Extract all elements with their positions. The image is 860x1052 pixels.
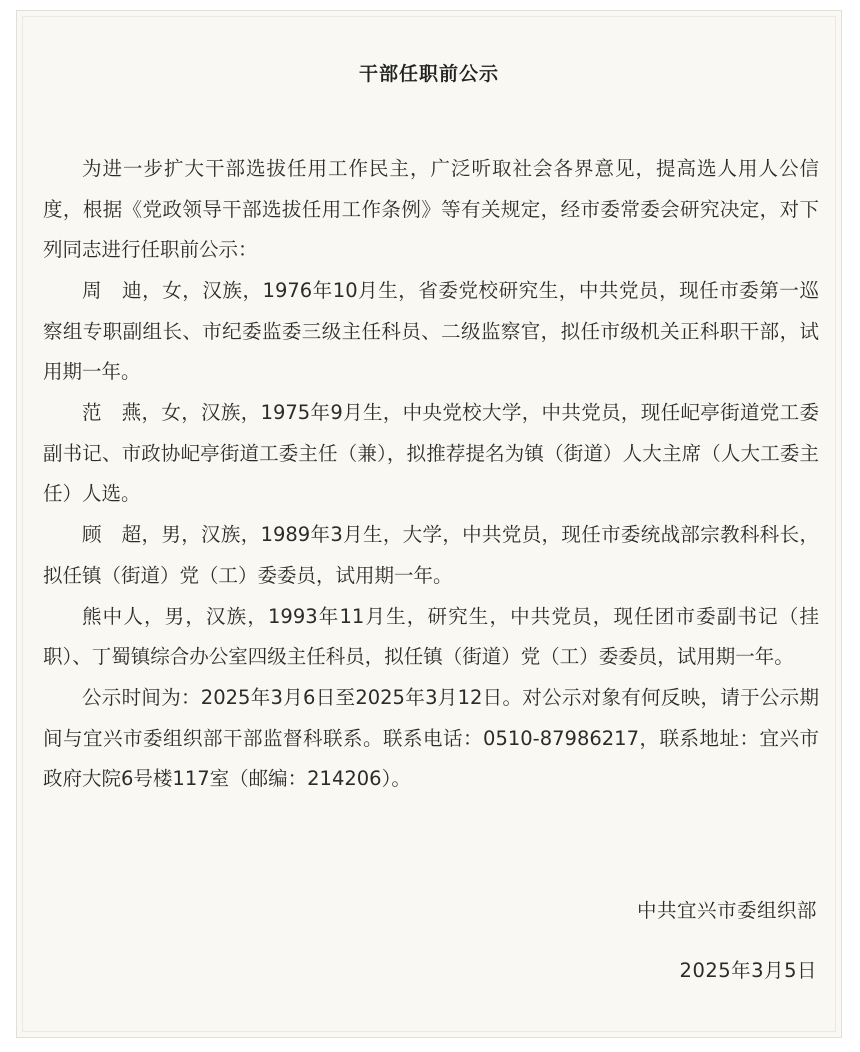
document-body [43,149,819,800]
document-title: 干部任职前公示 [358,63,499,85]
candidate-paragraph-gu-chao: 顾 超，男，汉族，1989年3月生，大学，中共党员，现任市委统战部宗教科科长，拟任镇（街道）党（工）委委员，试用期一年。 [43,523,819,587]
contact-paragraph: 公示时间为：2025年3月6日至2025年3月12日。对公示对象有何反映，请于公示期间与宜兴市委组织部干部监督科联系。联系电话：0510-87986217，联系地址：宜兴市政府大院6号楼117室（邮编：214206）。 [43,686,819,790]
candidate-paragraph-xiong-zhongren: 熊中人，男，汉族，1993年11月生，研究生，中共党员，现任团市委副书记（挂职）、丁蜀镇综合办公室四级主任科员，拟任镇（街道）党（工）委委员，试用期一年。 [43,604,819,668]
signature-organization: 中共宜兴市委组织部 [636,899,817,922]
candidate-paragraph-zhou-di: 周 迪，女，汉族，1976年10月生，省委党校研究生，中共党员，现任市委第一巡察组专职副组长、市纪委监委三级主任科员、二级监察官，拟任市级机关正科职干部，试用期一年。 [43,279,819,383]
intro-paragraph: 为进一步扩大干部选拔任用工作民主，广泛听取社会各界意见，提高选人用人公信度，根据《党政领导干部选拔任用工作条例》等有关规定，经市委常委会研究决定，对下列同志进行任职前公示： [43,157,819,261]
document-page [16,10,842,1038]
candidate-paragraph-fan-yan: 范 燕，女，汉族，1975年9月生，中央党校大学，中共党员，现任屺亭街道党工委副书记、市政协屺亭街道工委主任（兼），拟推荐提名为镇（街道）人大主席（人大工委主任）人选。 [43,401,819,505]
signature-date: 2025年3月5日 [679,959,817,982]
